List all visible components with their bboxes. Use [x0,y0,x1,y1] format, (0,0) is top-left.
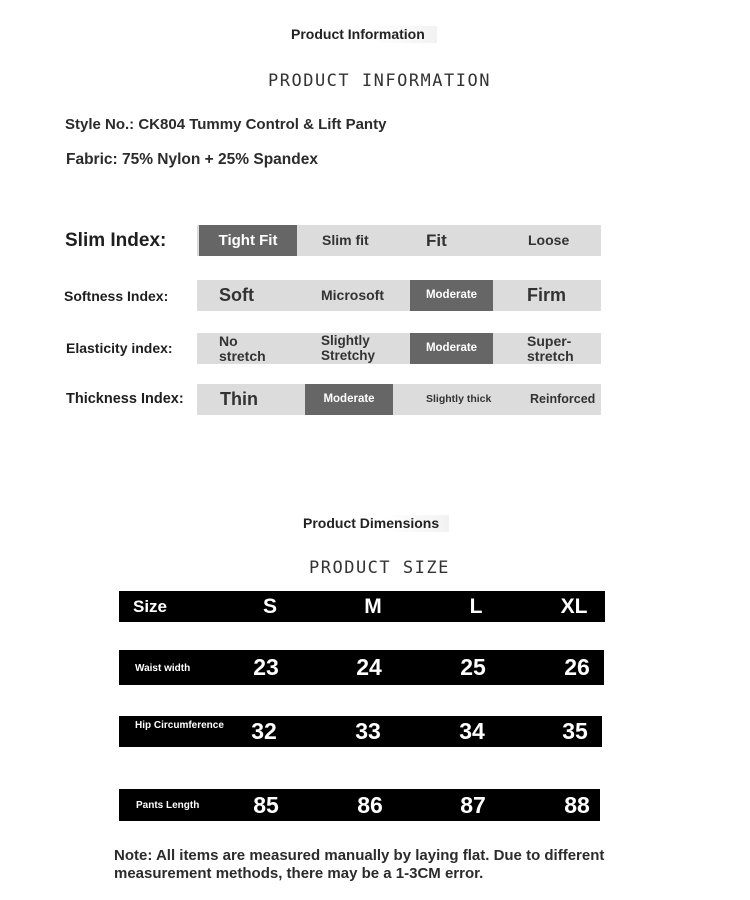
index-label: Thickness Index: [66,391,184,407]
index-label: Elasticity index: [66,340,173,356]
size-header-label: Size [133,597,168,616]
product-size-subtitle: PRODUCT SIZE [309,558,450,578]
size-header-cell: XL [560,594,588,618]
index-option-selected: Moderate [410,333,493,364]
product-information-subtitle: PRODUCT INFORMATION [268,71,491,91]
index-bar [197,333,601,364]
size-cell: 88 [564,791,590,818]
size-cell: 33 [355,718,381,744]
size-cell: 26 [564,654,590,680]
size-cell: 32 [251,718,277,744]
size-row-length [119,789,600,821]
index-option: Slightly Stretchy [321,333,376,363]
index-option-selected: Moderate [305,384,393,415]
size-header-cell: S [262,594,277,618]
index-option: Soft [219,285,254,306]
product-information-title: Product Information [291,26,437,43]
index-option: Thin [220,389,258,410]
size-header-row [119,591,605,622]
index-label: Slim Index: [65,230,167,251]
size-cell: 34 [459,718,485,744]
style-number: Style No.: CK804 Tummy Control & Lift Panty [65,116,387,133]
size-cell: 87 [460,791,486,818]
product-dimensions-title: Product Dimensions [303,515,449,532]
fabric-composition: Fabric: 75% Nylon + 25% Spandex [66,151,318,168]
size-cell: 24 [356,654,382,680]
size-row-label: Pants Length [136,800,200,811]
size-cell: 25 [460,654,486,680]
index-bar [197,225,601,256]
measurement-note: Note: All items are measured manually by laying flat. Due to different measurement methods, there may be a 1-3CM error. [114,847,605,882]
size-row-label: Hip Circumference [135,720,224,731]
index-option: Firm [527,285,567,306]
index-option-selected: Tight Fit [199,225,297,256]
index-option: Slightly thick [426,392,492,405]
index-option: Fit [426,230,447,250]
size-cell: 85 [253,791,279,818]
size-header-cell: L [469,594,483,618]
index-bar [197,384,601,415]
index-label: Softness Index: [64,288,169,304]
size-header-cell: M [364,594,382,618]
size-cell: 35 [562,718,588,744]
index-option: Super-stretch [527,332,574,364]
size-row-label: Waist width [135,663,191,674]
size-row-hip [119,716,602,747]
index-option: Reinforced [530,391,596,406]
index-option: Loose [528,232,570,249]
index-option-selected: Moderate [410,280,493,311]
size-cell: 23 [253,654,279,680]
size-row-waist [119,650,604,685]
index-option: No stretch [219,332,266,364]
index-option: Microsoft [321,287,384,304]
size-cell: 86 [357,791,383,818]
index-bar [197,280,601,311]
index-option: Slim fit [322,232,369,249]
